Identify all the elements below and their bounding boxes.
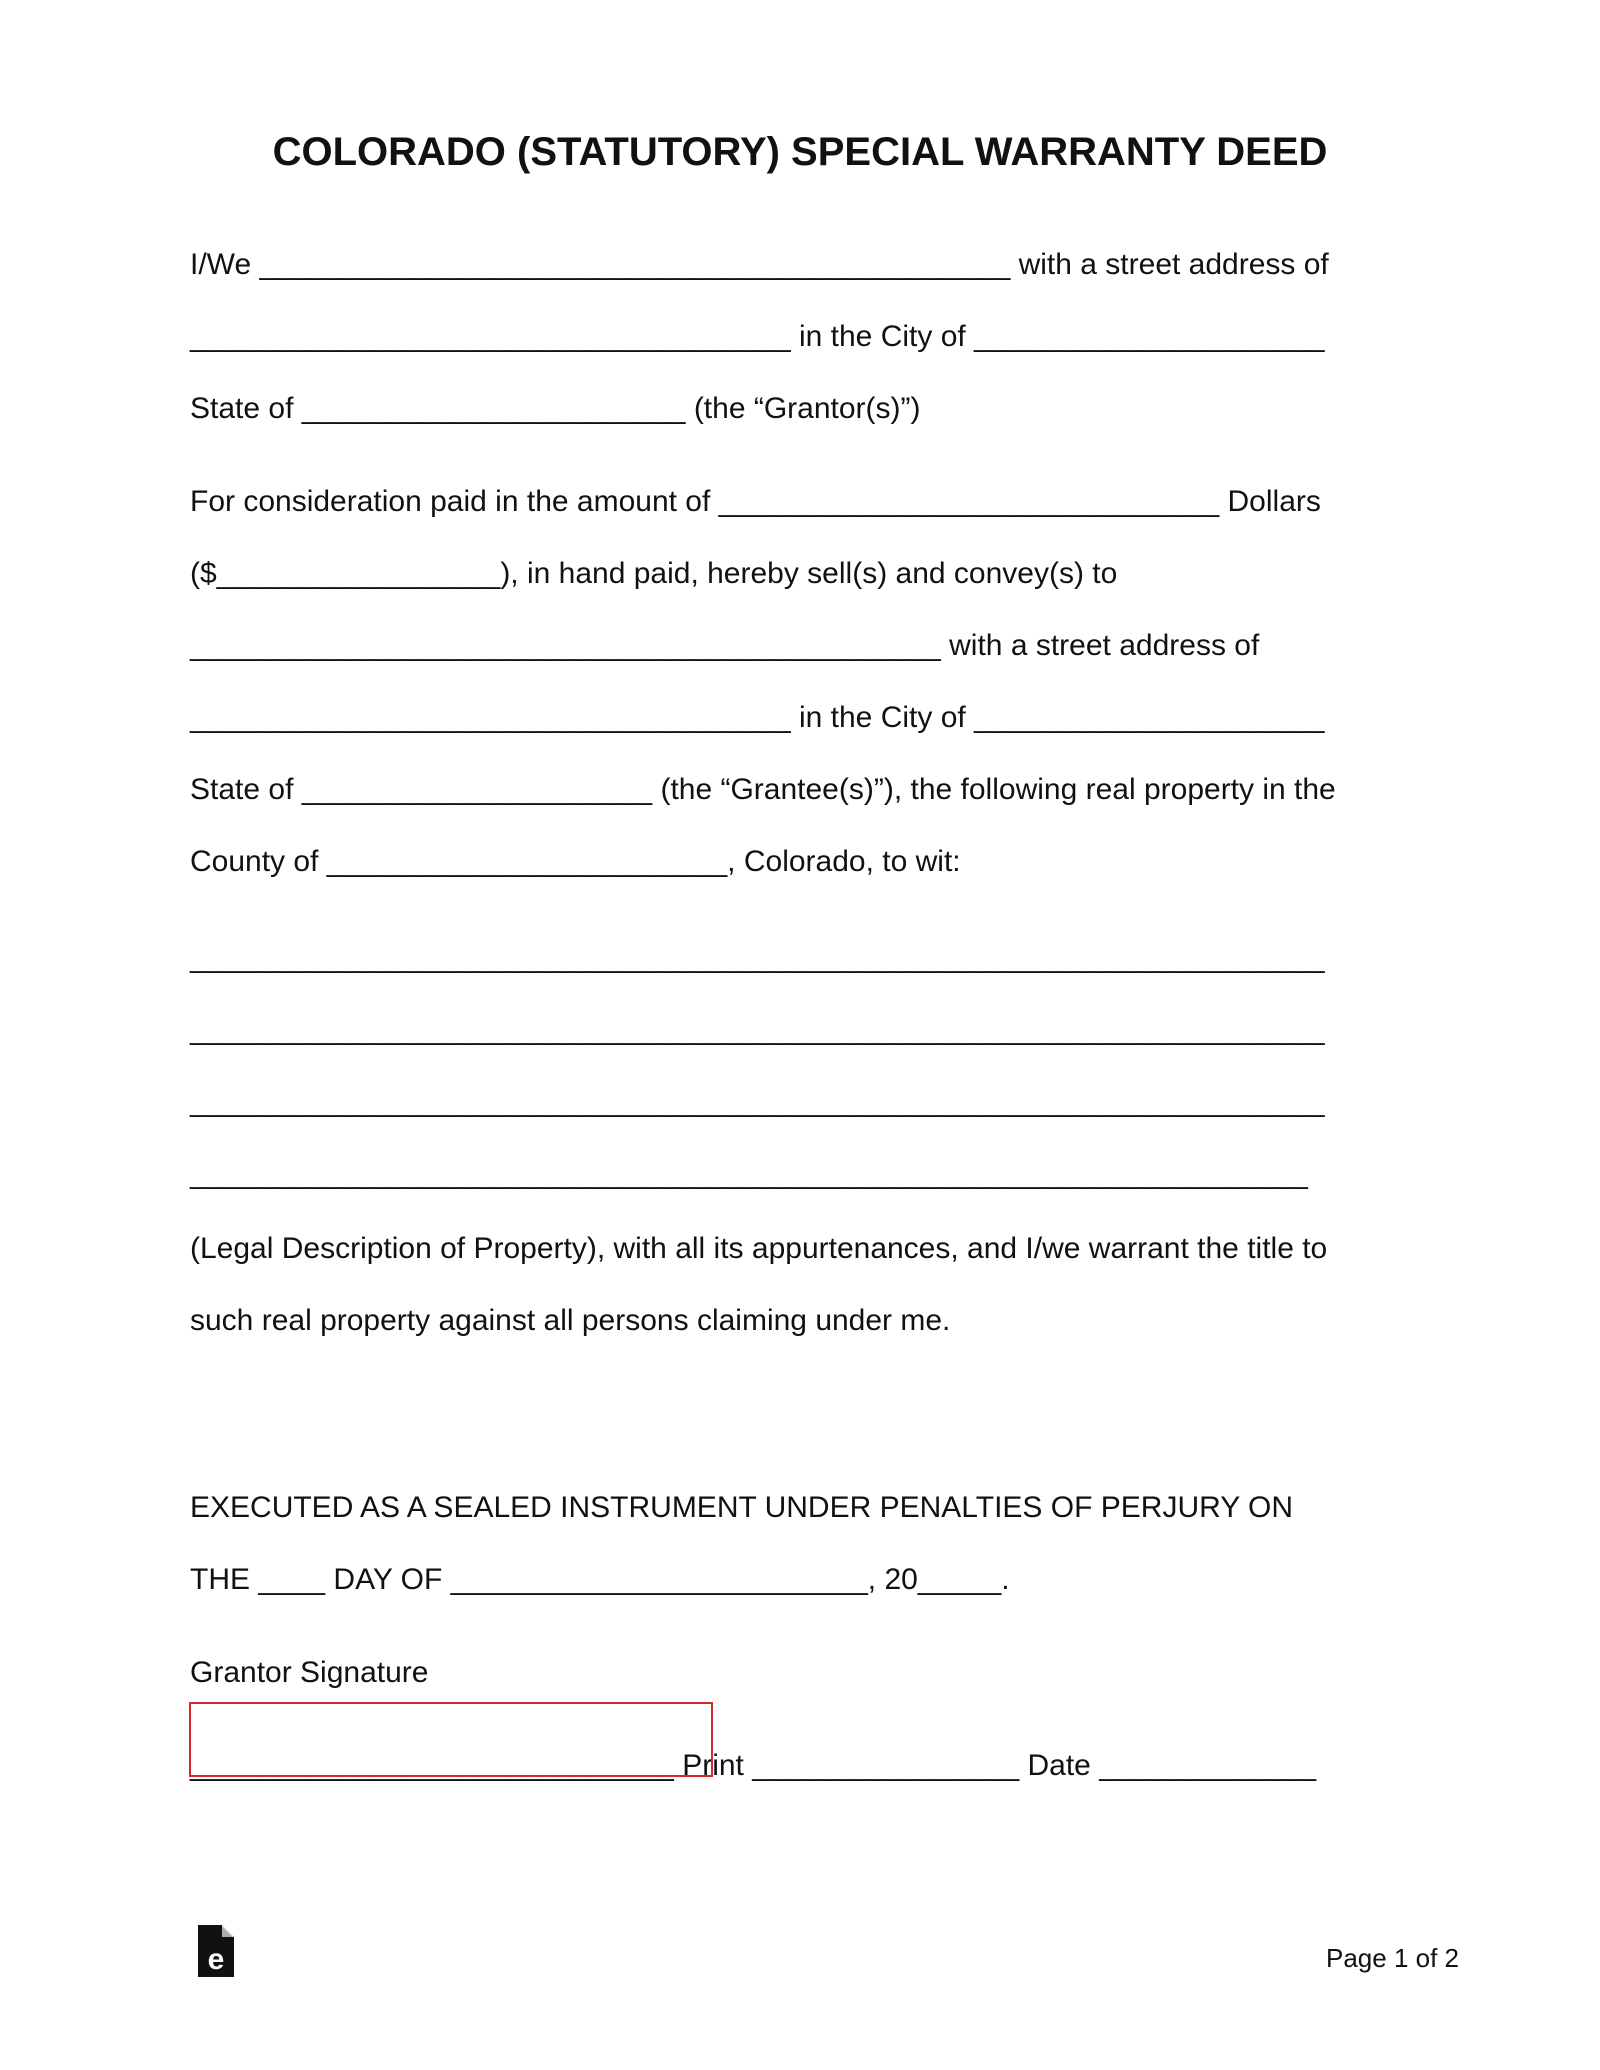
grantor-signature-field[interactable]	[189, 1702, 713, 1777]
execution-clause-line-1: EXECUTED AS A SEALED INSTRUMENT UNDER PENALTIES OF PERJURY ON	[190, 1491, 1294, 1524]
signature-print-date-line: _____________________________ Print ________________ Date _____________	[190, 1749, 1317, 1782]
grantee-state-line: State of _____________________ (the “Grantee(s)”), the following real property in the	[190, 773, 1336, 806]
execution-clause-line-2: THE ____ DAY OF _________________________, 20_____.	[190, 1563, 1010, 1596]
legal-description-line-4: ___________________________________________________________________	[190, 1157, 1308, 1190]
warranty-clause-line-2: such real property against all persons claiming under me.	[190, 1304, 951, 1337]
legal-description-line-2: ____________________________________________________________________	[190, 1013, 1325, 1046]
grantor-name-line: I/We _____________________________________________ with a street address of	[190, 248, 1329, 281]
grantee-address-line: ____________________________________ in the City of _____________________	[190, 701, 1325, 734]
grantor-address-line: ____________________________________ in the City of _____________________	[190, 320, 1325, 353]
legal-description-line-3: ____________________________________________________________________	[190, 1085, 1325, 1118]
grantee-name-line: _____________________________________________ with a street address of	[190, 629, 1260, 662]
svg-text:e: e	[207, 1943, 225, 1976]
page-number: Page 1 of 2	[1326, 1943, 1459, 1973]
legal-description-line-1: ____________________________________________________________________	[190, 941, 1325, 974]
eforms-logo-icon	[198, 1925, 234, 1977]
grantor-signature-label: Grantor Signature	[190, 1656, 429, 1689]
document-title: COLORADO (STATUTORY) SPECIAL WARRANTY DEED	[272, 130, 1328, 174]
grantor-state-line: State of _______________________ (the “Grantor(s)”)	[190, 392, 921, 425]
consideration-dollar-line: ($_________________), in hand paid, hereby sell(s) and convey(s) to	[190, 557, 1118, 590]
consideration-amount-line: For consideration paid in the amount of ______________________________ Dollars	[190, 485, 1321, 518]
county-line: County of ________________________, Colorado, to wit:	[190, 845, 961, 878]
warranty-clause-line-1: (Legal Description of Property), with all its appurtenances, and I/we warrant the title to	[190, 1232, 1328, 1265]
